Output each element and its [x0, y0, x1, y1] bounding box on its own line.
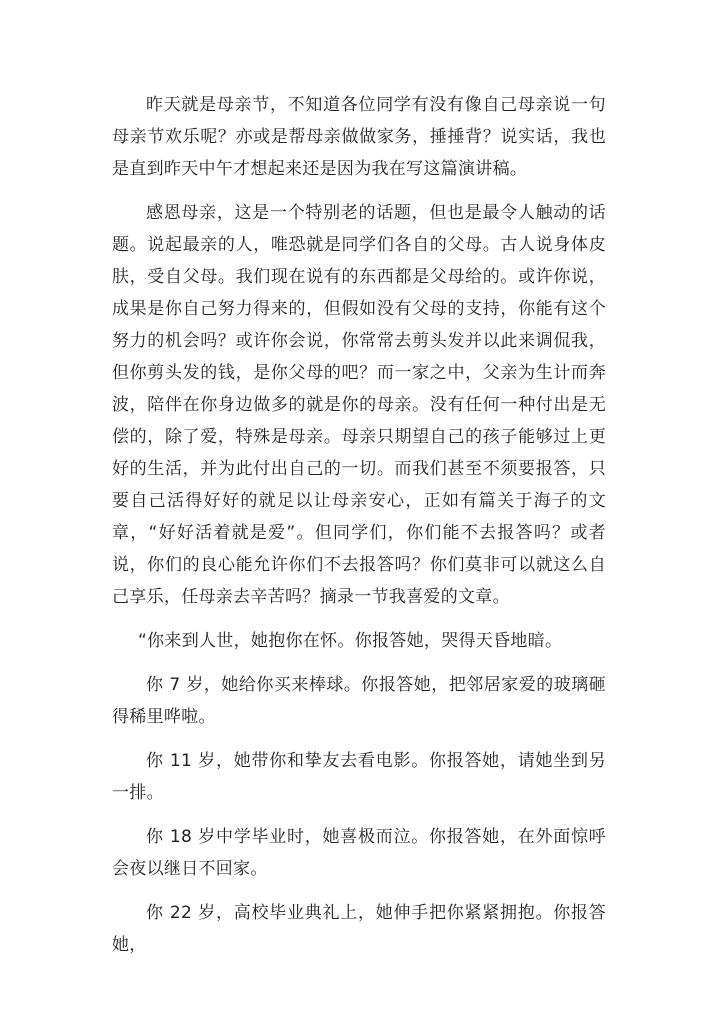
- paragraph-quote-age-11: 你 11 岁，她带你和挚友去看电影。你报答她，请她坐到另一排。: [112, 751, 606, 803]
- paragraph-quote-age-18: 你 18 岁中学毕业时，她喜极而泣。你报答她，在外面惊呼会夜以继日不回家。: [112, 827, 606, 879]
- paragraph-mothers-day: 昨天就是母亲节，不知道各位同学有没有像自己母亲说一句母亲节欢乐呢？亦或是帮母亲做做家务，捶捶背？说实话，我也是直到昨天中午才想起来还是因为我在写这篇演讲稿。: [112, 95, 606, 179]
- paragraph-quote-age-7: 你 7 岁，她给你买来棒球。你报答她，把邻居家爱的玻璃砸得稀里哗啦。: [112, 675, 606, 727]
- paragraph-gratitude: 感恩母亲，这是一个特别老的话题，但也是最令人触动的话题。说起最亲的人，唯恐就是同学们各自的父母。古人说身体皮肤，受自父母。我们现在说有的东西都是父母给的。或许你说，成果是你自己努力得来的，但假如没有父母的支持，你能有这个努力的机会吗？或许你会说，你常常去剪头发并以此来调侃我，但你剪头发的钱，是你父母的吧？而一家之中，父亲为生计而奔波，陪伴在你身边做多的就是你的母亲。没有任何一种付出是无偿的，除了爱，特殊是母亲。母亲只期望自己的孩子能够过上更好的生活，并为此付出自己的一切。而我们甚至不须要报答，只要自己活得好好的就足以让母亲安心，正如有篇关于海子的文章，“好好活着就是爱”。但同学们，你们能不去报答吗？或者说，你们的良心能允许你们不去报答吗？你们莫非可以就这么自己享乐，任母亲去辛苦吗？摘录一节我喜爱的文章。: [112, 203, 606, 607]
- paragraph-quote-age-22: 你 22 岁，高校毕业典礼上，她伸手把你紧紧拥抱。你报答她，: [112, 903, 606, 955]
- body-text: [112, 89, 606, 961]
- paragraph-quote-birth: “你来到人世，她抱你在怀。你报答她，哭得天昏地暗。: [138, 631, 563, 651]
